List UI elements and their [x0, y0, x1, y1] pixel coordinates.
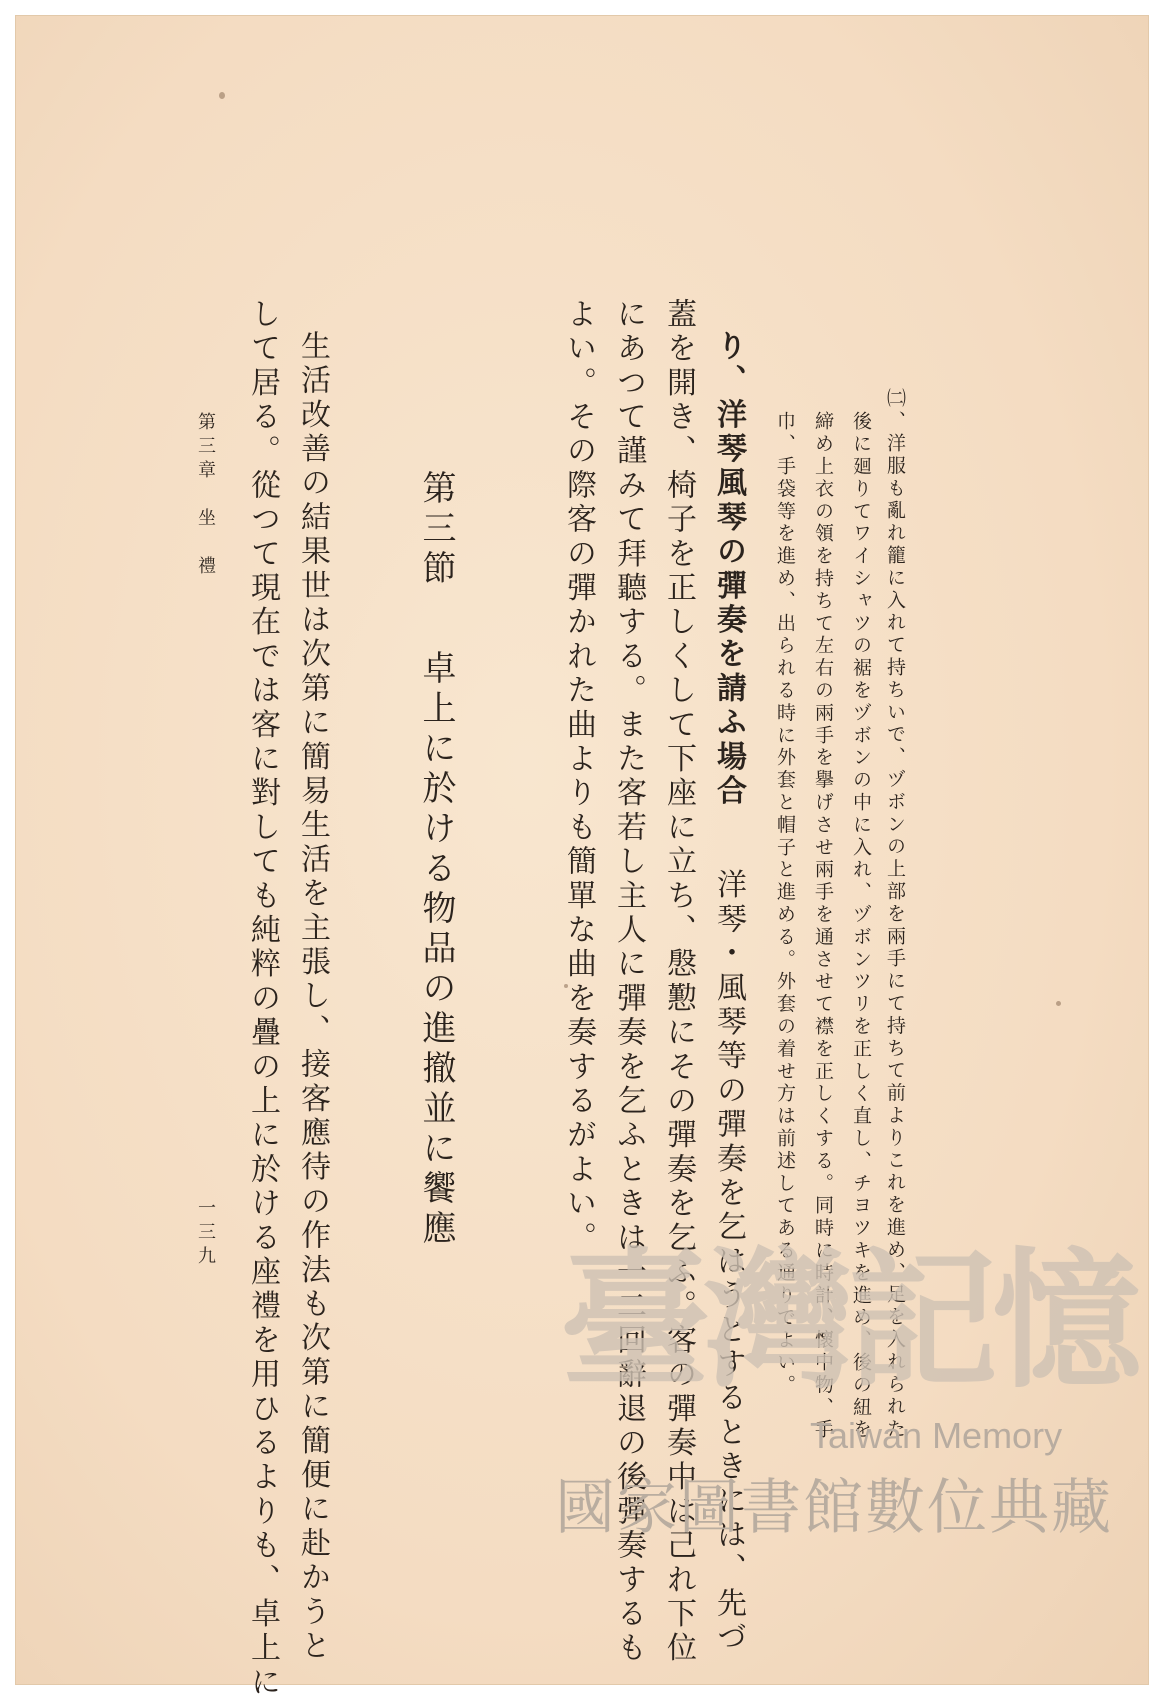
text-column-5-body: 洋琴・風琴等の彈奏を乞はうとするときには、先づ	[711, 868, 746, 1656]
text-column-8: よい。その際客の彈かれた曲よりも簡單な曲を奏するがよい。	[561, 298, 596, 1256]
section-title: 卓上に於ける物品の進撤並に饗應	[416, 650, 456, 1250]
paper-spot	[1056, 1001, 1061, 1006]
text-column-10: して居る。從つて現在では客に對しても純粹の疊の上に於ける座禮を用ひるよりも、卓上に	[245, 298, 280, 1700]
text-column-1: ㈡、洋服も亂れ籠に入れて持ちいで、ヅボンの上部を兩手にて持ちて前よりこれを進め、足を入れられた	[884, 388, 906, 1441]
text-column-7: にあつて謹みて拜聽する。また客若し主人に彈奏を乞ふときは一二回辭退の後彈奏するも	[611, 298, 646, 1666]
text-column-6: 蓋を開き、椅子を正しくして下座に立ち、慇懃にその彈奏を乞ふ。客の彈奏中は己れ下位	[661, 298, 696, 1666]
running-footer-chapter: 第三章 坐 禮	[195, 412, 216, 580]
paper-spot	[219, 92, 225, 99]
watermark-english: Taiwan Memory	[810, 1415, 1063, 1456]
text-column-3: 締め上衣の領を持ちて左右の兩手を擧げさせ兩手を通させて襟を正しくする。同時に時計、懷中物、手	[812, 411, 834, 1442]
text-column-9: 生活改善の結果世は次第に簡易生活を主張し、接客應待の作法も次第に簡便に赴かうと	[295, 330, 330, 1664]
text-column-4: 巾、手袋等を進め、出られる時に外套と帽子と進める。外套の着せ方は前述してある通りでよい。	[774, 411, 796, 1397]
section-heading	[412, 470, 461, 1250]
text-column-5	[706, 330, 750, 1655]
subsection-heading: り、洋琴風琴の彈奏を請ふ場合	[711, 330, 746, 809]
watermark-logo: 臺灣記憶	[560, 1233, 1137, 1409]
section-number: 第三節	[416, 470, 456, 590]
text-column-2: 後に廻りてワイシャツの裾をヅボンの中に入れ、ヅボンツリを正しく直し、チヨツキを進め、後の紐を	[850, 411, 872, 1442]
watermark-chinese: 國家圖書館數位典藏	[555, 1473, 1113, 1543]
page-number: 一三九	[195, 1198, 216, 1270]
